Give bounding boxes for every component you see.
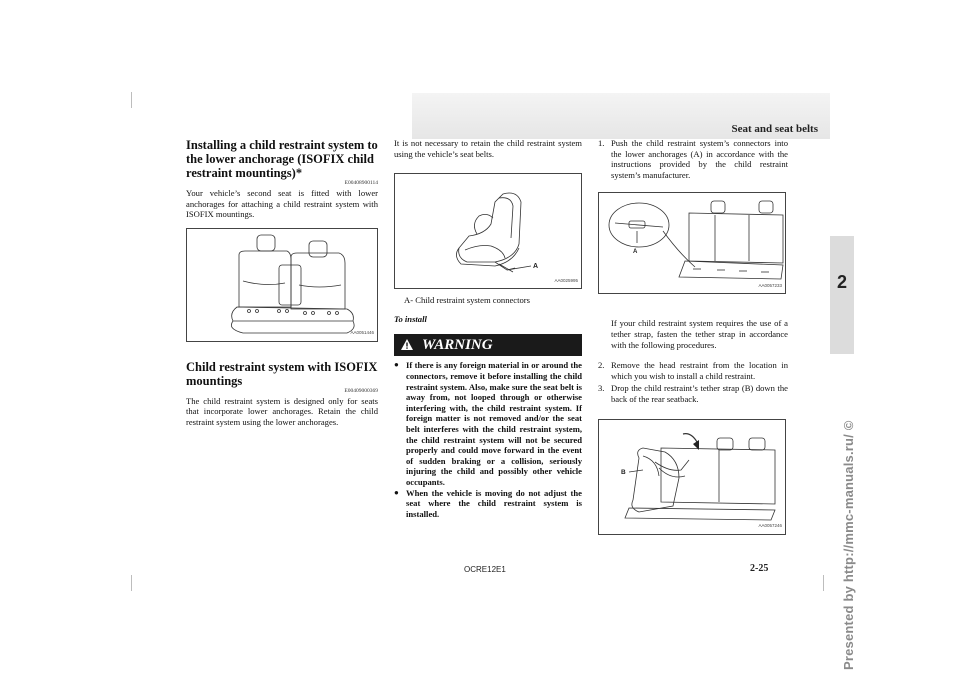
step-text: Push the child restraint system’s connectors into the lower anchorages (A) in accordance with the instructions provided by the child restraint system’s manufacturer.	[611, 138, 788, 180]
column-1	[186, 138, 378, 434]
watermark	[823, 360, 856, 670]
step-number: 3.	[598, 383, 605, 394]
paragraph: If your child restraint system requires the use of a tether strap, fasten the tether strap in accordance with the following procedures.	[611, 318, 788, 350]
chapter-tab	[830, 236, 854, 354]
figure-label-a: A	[633, 249, 638, 256]
anchorage-illustration	[599, 193, 785, 293]
figure-child-seat	[394, 173, 582, 289]
step-text: Remove the head restraint from the location in which you wish to install a child restraint.	[611, 360, 788, 381]
warning-item: ● When the vehicle is moving do not adjust the seat where the child restraint system is installed.	[394, 488, 582, 520]
figure-code: AA0057246	[758, 522, 782, 528]
chapter-number: 2	[836, 272, 847, 292]
page-number: 2-25	[750, 563, 769, 574]
watermark-text: Presented by http://mmc-manuals.ru/ ©	[841, 420, 856, 670]
step-item	[598, 138, 788, 180]
figure-label-a: A	[533, 263, 539, 271]
figure-anchorages	[598, 192, 786, 294]
crop-mark	[131, 92, 132, 108]
subheading-to-install: To install	[394, 313, 427, 324]
section-code: E00409000369	[344, 387, 378, 394]
section-code: E00408900114	[344, 180, 378, 186]
heading-isofix-install: Installing a child restraint system to the lower anchorage (ISOFIX child restraint mountings)*	[186, 138, 378, 180]
warning-banner	[394, 334, 582, 356]
paragraph: It is not necessary to retain the child restraint system using the vehicle’s seat belts.	[394, 138, 582, 159]
figure-code: AA0057233	[758, 282, 782, 288]
figure-rear-seat	[186, 228, 378, 342]
warning-title: WARNING	[422, 337, 493, 354]
paragraph: Your vehicle’s second seat is fitted with lower anchorages for attaching a child restraint system with ISOFIX mountings.	[186, 188, 378, 220]
column-3	[598, 138, 788, 535]
figure-code: AA0025995	[554, 277, 578, 283]
step-item	[598, 360, 788, 381]
steps-list	[598, 138, 788, 180]
figure-tether-strap	[598, 419, 786, 535]
document-code: OCRE12E1	[464, 565, 506, 574]
paragraph: The child restraint system is designed only for seats that incorporate lower anchorages. Retain the child restraint system using the lower anchorages.	[186, 395, 378, 427]
step-number: 2.	[598, 360, 605, 371]
steps-list	[598, 360, 788, 404]
child-seat-illustration	[395, 174, 581, 288]
warning-icon	[400, 338, 414, 351]
figure-label-b: B	[621, 468, 626, 476]
warning-list	[394, 360, 582, 519]
section-title: Seat and seat belts	[731, 123, 818, 135]
warning-item: ● If there is any foreign material in or around the connectors, remove it before installing the child restraint system. Also, make sure the seat belt is away from, not looped through or otherwise interfering with, the child restraint system. If foreign matter is not removed and/or the seat belt interferes with the child restraint system, the child restraint system will not be secured properly and could move forward in the event of sudden braking or a collision, seriously injuring the child and possibly other vehicle occupants.	[394, 360, 582, 487]
heading-isofix-system: Child restraint system with ISOFIX mountings	[186, 359, 378, 388]
figure-caption: A- Child restraint system connectors	[404, 295, 531, 306]
step-text: Drop the child restraint’s tether strap (B) down the back of the rear seatback.	[611, 383, 788, 404]
crop-mark	[131, 575, 132, 591]
step-item	[598, 383, 788, 404]
rear-seat-illustration	[187, 229, 377, 341]
figure-code: AA0051446	[350, 330, 374, 336]
step-number: 1.	[598, 138, 605, 148]
column-2	[394, 138, 582, 519]
tether-strap-illustration	[599, 420, 785, 534]
